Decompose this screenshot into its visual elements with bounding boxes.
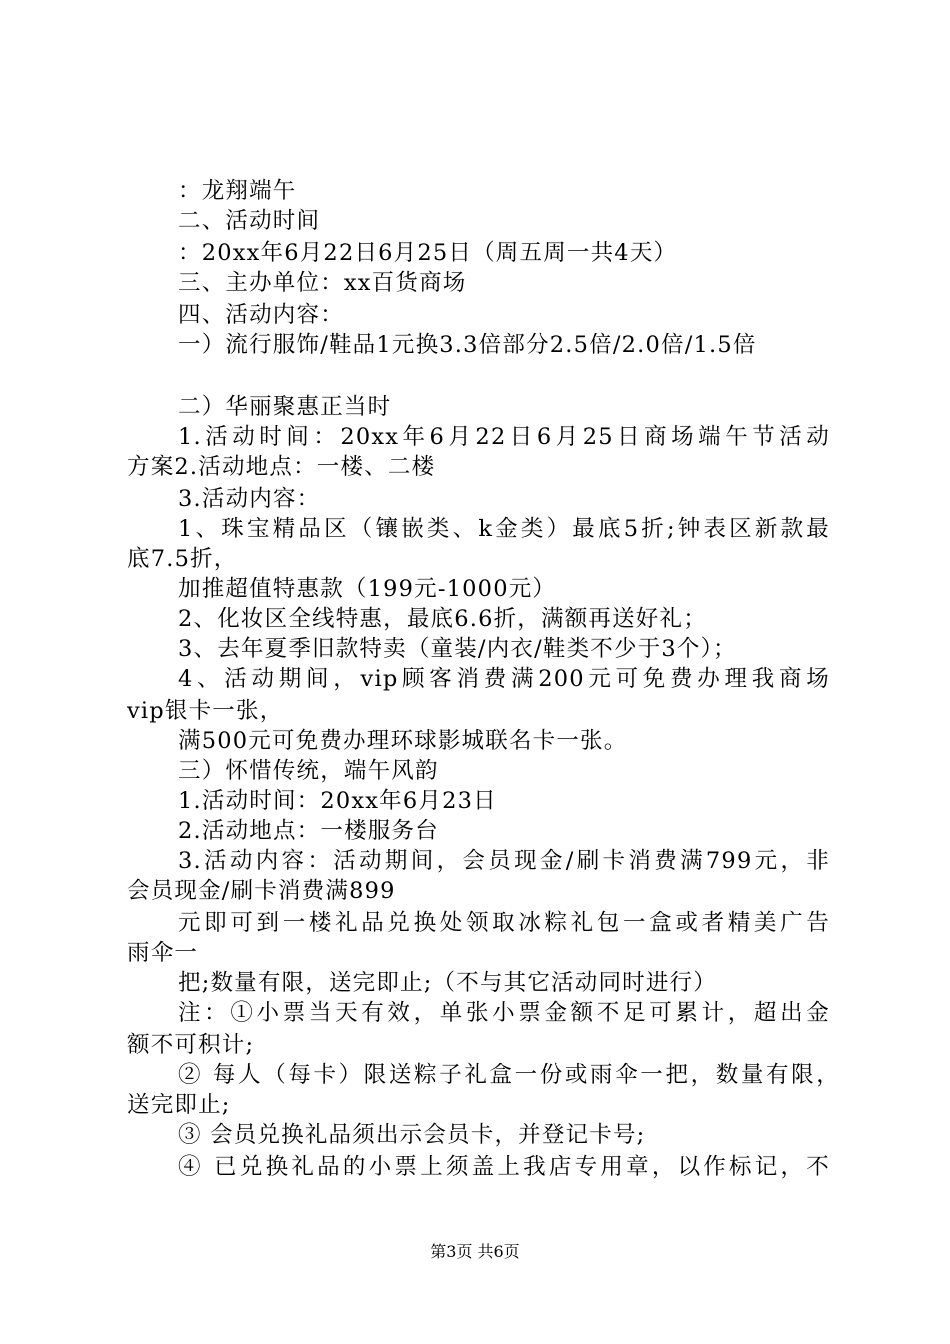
text-line: 3.活动内容： (178, 486, 321, 512)
text-line: 1.活动时间：20xx年6月23日 (178, 788, 497, 814)
text-line: 额不可积计; (127, 1032, 255, 1058)
text-line: 4、活动期间，vip顾客消费满200元可免费办理我商场 (178, 666, 830, 692)
text-line: 三、主办单位：xx百货商场 (178, 270, 467, 296)
text-line: 底7.5折， (127, 546, 238, 572)
text-line: 加推超值特惠款（199元-1000元） (178, 576, 557, 602)
text-line: vip银卡一张， (127, 698, 284, 724)
text-line: ④ 已兑换礼品的小票上须盖上我店专用章，以作标记，不 (178, 1154, 830, 1180)
text-line: 3.活动内容：活动期间，会员现金/刷卡消费满799元，非 (178, 848, 830, 874)
text-line: 二、活动时间 (178, 208, 321, 234)
text-line: 雨伞一 (127, 940, 199, 966)
text-line: 三）怀惜传统，端午风韵 (178, 758, 439, 784)
page-indicator: 第3页 共6页 (430, 1242, 520, 1261)
text-line: 把;数量有限，送完即止;（不与其它活动同时进行） (178, 970, 717, 996)
text-line: ② 每人（每卡）限送粽子礼盒一份或雨伞一把，数量有限， (178, 1062, 840, 1088)
text-line: 送完即止; (127, 1092, 231, 1118)
text-line: 二）华丽聚惠正当时 (178, 394, 392, 420)
text-line: 1.活动时间：20xx年6月22日6月25日商场端午节活动 (178, 424, 830, 450)
text-line: ：20xx年6月22日6月25日（周五周一共4天） (178, 240, 678, 266)
text-line: 会员现金/刷卡消费满899 (127, 878, 396, 904)
text-line: ：龙翔端午 (178, 178, 297, 204)
text-line: 一）流行服饰/鞋品1元换3.3倍部分2.5倍/2.0倍/1.5倍 (178, 332, 757, 358)
text-line: ③ 会员兑换礼品须出示会员卡，并登记卡号; (178, 1122, 646, 1148)
text-line: 1、珠宝精品区（镶嵌类、k金类）最底5折;钟表区新款最 (178, 516, 830, 542)
text-line: 2、化妆区全线特惠，最底6.6折，满额再送好礼； (178, 606, 707, 632)
text-line: 满500元可免费办理环球影城联名卡一张。 (178, 728, 628, 754)
text-line: 元即可到一楼礼品兑换处领取冰粽礼包一盒或者精美广告 (178, 910, 830, 936)
text-line: 方案2.活动地点：一楼、二楼 (127, 454, 436, 480)
text-line: 2.活动地点：一楼服务台 (178, 818, 439, 844)
text-line: 四、活动内容： (178, 302, 344, 328)
text-line: 3、去年夏季旧款特卖（童装/内衣/鞋类不少于3个）； (178, 636, 737, 662)
text-line: 注：①小票当天有效，单张小票金额不足可累计，超出金 (178, 1000, 830, 1026)
